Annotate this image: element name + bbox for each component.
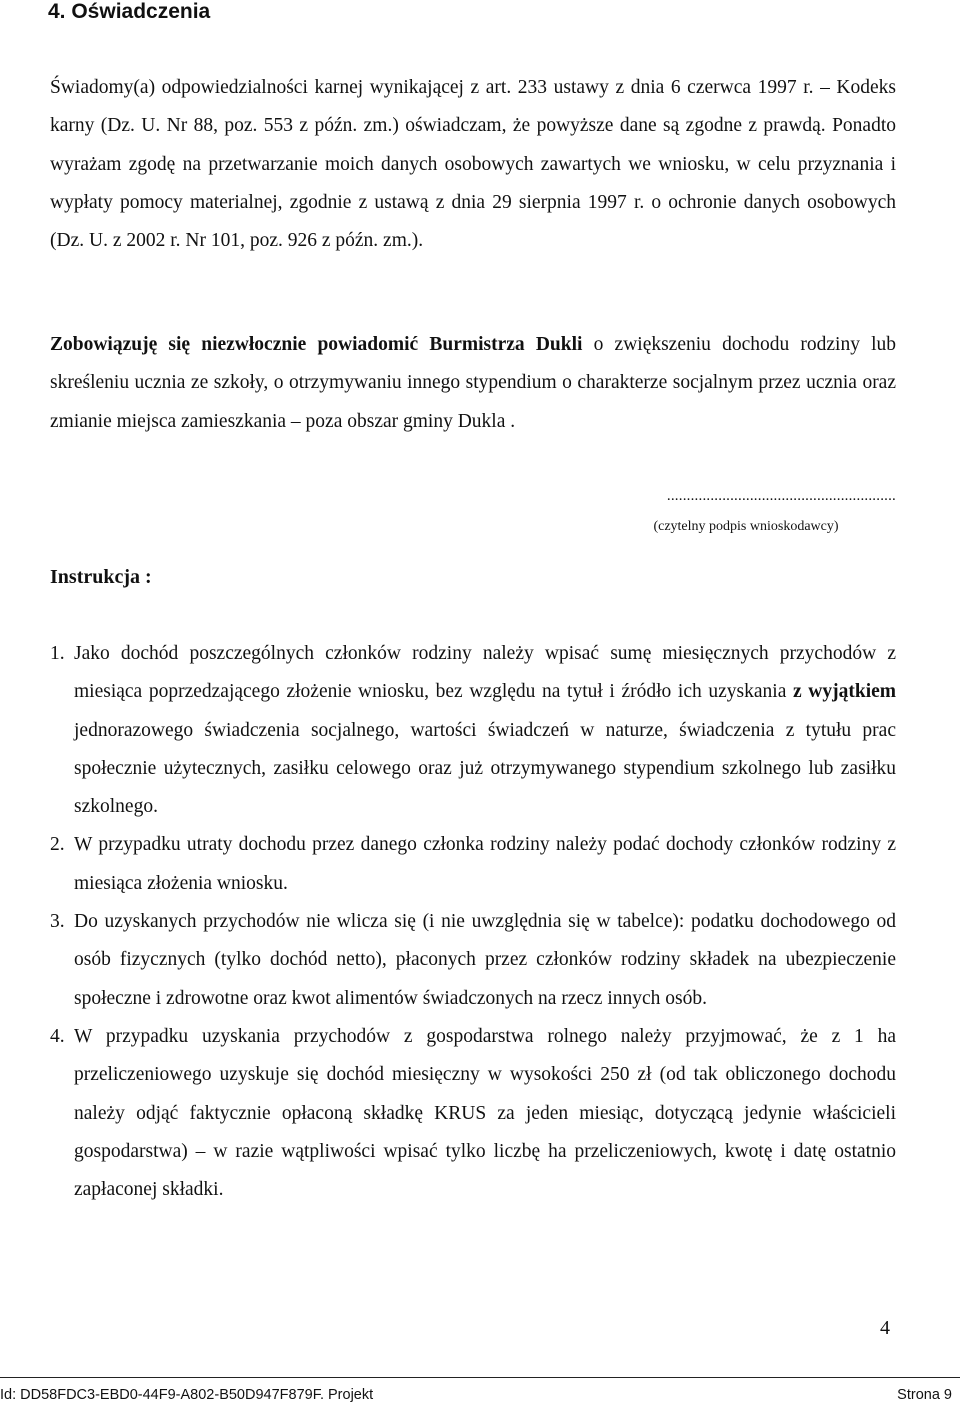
signature-caption: (czytelny podpis wnioskodawcy) bbox=[653, 519, 839, 534]
instruction-item-1 bbox=[50, 635, 896, 826]
instruction-number: 4. bbox=[50, 1025, 65, 1047]
obligation-paragraph bbox=[50, 326, 896, 441]
obligation-bold-lead: Zobowiązuję się niezwłocznie powiadomić bbox=[50, 334, 419, 355]
instruction-item-2 bbox=[50, 826, 896, 903]
obligation-text: o zwiększeniu dochodu rodziny lub skreśleniu ucznia ze szkoły, o otrzymywaniu innego stypendium o charakterze socjalnym przez ucznia oraz zmianie miejsca zamieszkania – poza obszar gminy Dukla . bbox=[50, 334, 897, 432]
instruction-text: W przypadku uzyskania przychodów z gospodarstwa rolnego należy przyjmować, że z 1 ha przeliczeniowego uzyskuje się dochód miesięczny w wysokości 250 zł (od tak obliczonego dochodu należy odjąć faktycznie opłaconą składkę KRUS za jeden miesiąc, dotyczącą jedynie właścicieli gospodarstwa) – w razie wątpliwości wpisać tylko liczbę ha przeliczeniowych, kwotę i datę ostatnio zapłaconej składki. bbox=[74, 1025, 896, 1201]
page-number: 4 bbox=[880, 1317, 890, 1339]
instruction-number: 2. bbox=[50, 834, 65, 856]
instruction-text: Do uzyskanych przychodów nie wlicza się (i nie uwzględnia się w tabelce): podatku dochodowego od osób fizycznych (tylko dochód netto), płaconych przez członków rodziny składek na ubezpieczenie społeczne i zdrowotne oraz kwot alimentów świadczonych na rzecz innych osób. bbox=[74, 911, 896, 1009]
instruction-number: 1. bbox=[50, 643, 65, 664]
instruction-text: W przypadku utraty dochodu przez danego członka rodziny należy podać dochody członków rodziny z miesiąca złożenia wniosku. bbox=[74, 834, 896, 894]
declaration-paragraph: Świadomy(a) odpowiedzialności karnej wynikającej z art. 233 ustawy z dnia 6 czerwca 1997 r. – Kodeks karny (Dz. U. Nr 88, poz. 553 z późn. zm.) oświadczam, że powyższe dane są zgodne z prawdą. Ponadto wyrażam zgodę na przetwarzanie moich danych osobowych zawartych we wniosku, w celu przyznania i wypłaty pomocy materialnej, zgodnie z ustawą z dnia 29 sierpnia 1997 r. o ochronie danych osobowych (Dz. U. z 2002 r. Nr 101, poz. 926 z późn. zm.). bbox=[50, 77, 896, 252]
instructions-list bbox=[50, 635, 896, 1209]
footer-document-id: Id: DD58FDC3-EBD0-44F9-A802-B50D947F879F. Projekt bbox=[0, 1387, 374, 1403]
instruction-text: Jako dochód poszczególnych członków rodziny należy wpisać sumę miesięcznych przychodów z miesiąca poprzedzającego złożenie wniosku, bez względu na tytuł i źródło ich uzyskania bbox=[74, 643, 896, 703]
instruction-item-3 bbox=[50, 903, 896, 1018]
instructions-title: Instrukcja : bbox=[50, 566, 152, 588]
obligation-bold-authority: Burmistrza Dukli bbox=[429, 334, 583, 355]
signature-line: .......................................................... bbox=[666, 488, 896, 504]
instruction-text: jednorazowego świadczenia socjalnego, wartości świadczeń w naturze, świadczenia z tytułu prac społecznie użytecznych, zasiłku celowego oraz już otrzymywanego stypendium szkolnego lub zasiłku szkolnego. bbox=[74, 719, 896, 818]
instruction-bold: z wyjątkiem bbox=[793, 681, 897, 703]
section-title: 4. Oświadczenia bbox=[48, 0, 211, 23]
footer-divider bbox=[0, 1377, 960, 1378]
footer-page-label: Strona 9 bbox=[897, 1387, 952, 1403]
instruction-number: 3. bbox=[50, 911, 65, 933]
instruction-item-4 bbox=[50, 1018, 896, 1209]
